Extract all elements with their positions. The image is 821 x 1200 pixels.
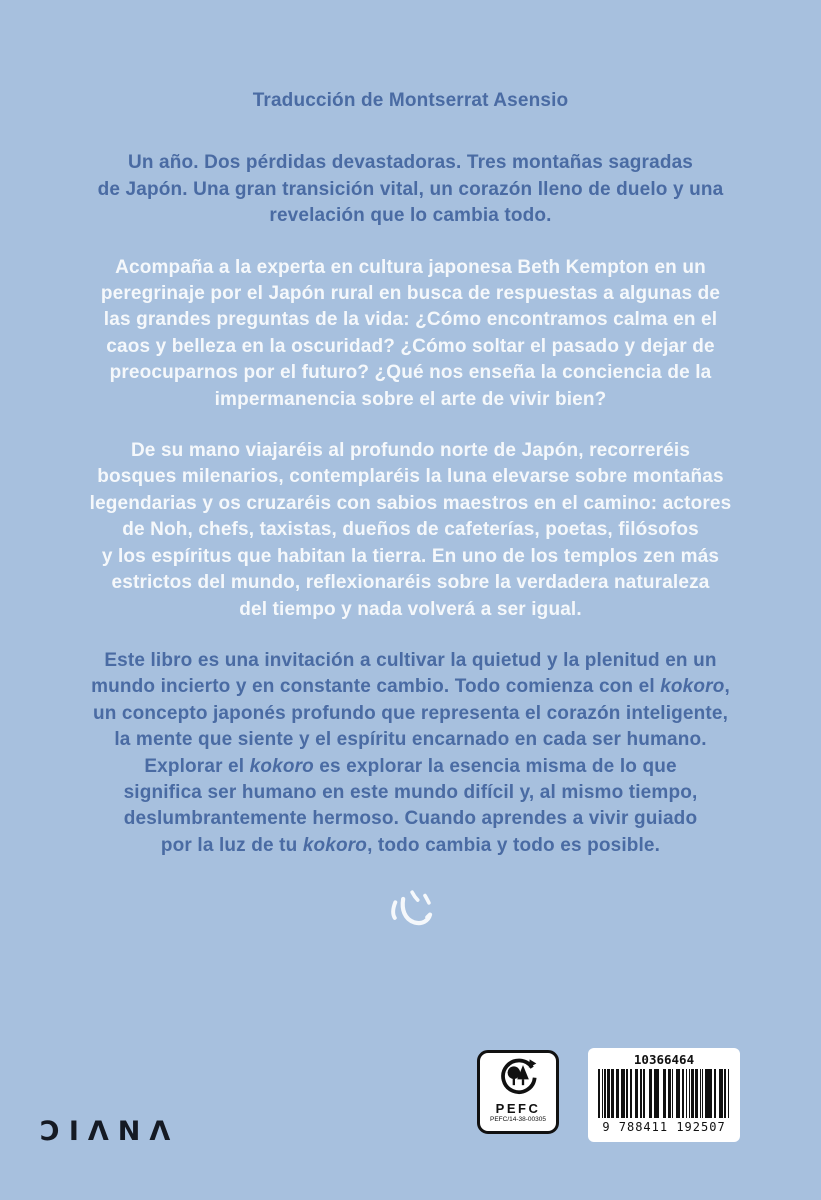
pefc-label: PEFC bbox=[495, 1101, 541, 1116]
isbn-barcode bbox=[588, 1048, 740, 1142]
kokoro-kanji-icon bbox=[0, 885, 821, 935]
back-cover-copy bbox=[0, 88, 821, 935]
blurb-paragraph-journey: Acompaña a la experta en cultura japonesa Beth Kempton en un peregrinaje por el Japón rural en busca de respuestas a algunas de las grandes preguntas de la vida: ¿Cómo encontramos calma en el caos y belleza en la oscuridad? ¿Cómo soltar el pasado y dejar de preocuparnos por el futuro? ¿Qué nos enseña la conciencia de la impermanencia sobre el arte de vivir bien? bbox=[100, 256, 721, 410]
pefc-cert-number: PEFC/14-38-00305 bbox=[489, 1116, 546, 1123]
isbn-digits: 9 788411 192507 bbox=[602, 1120, 726, 1134]
blurb-paragraph-invitation: Este libro es una invitación a cultivar la quietud y la plenitud en un mundo incierto y en constante cambio. Todo comienza con el kokoro, un concepto japonés profundo que representa el corazón inteligente, la mente que siente y el espíritu encarnado en cada ser humano. Explorar el kokoro es explorar la esencia misma de lo que significa ser humano en este mundo difícil y, al mismo tiempo, deslumbrantemente hermoso. Cuando aprendes a vivir guiado por la luz de tu kokoro, todo cambia y todo es posible. bbox=[91, 649, 730, 856]
barcode-top-number: 10366464 bbox=[633, 1052, 695, 1067]
blurb-paragraph-hook: Un año. Dos pérdidas devastadoras. Tres montañas sagradas de Japón. Una gran transición vital, un corazón lleno de duelo y una revelación que lo cambia todo. bbox=[97, 152, 724, 227]
translator-credit: Traducción de Montserrat Asensio bbox=[252, 90, 569, 111]
blurb-paragraph-travel: De su mano viajaréis al profundo norte de Japón, recorreréis bosques milenarios, contemplaréis la luna elevarse sobre montañas legendarias y os cruzaréis con sabios maestros en el camino: actores de Noh, chefs, taxistas, dueños de cafeterías, poetas, filósofos y los espíritus que habitan la tierra. En uno de los templos zen más estrictos del mundo, reflexionaréis sobre la verdadera naturaleza del tiempo y nada volverá a ser igual. bbox=[89, 440, 732, 620]
barcode-bars bbox=[598, 1069, 730, 1118]
publisher-logo-diana: ƆIΛNΛ bbox=[40, 1116, 180, 1147]
pefc-trees-icon bbox=[498, 1056, 538, 1096]
pefc-certification-badge bbox=[477, 1050, 559, 1134]
